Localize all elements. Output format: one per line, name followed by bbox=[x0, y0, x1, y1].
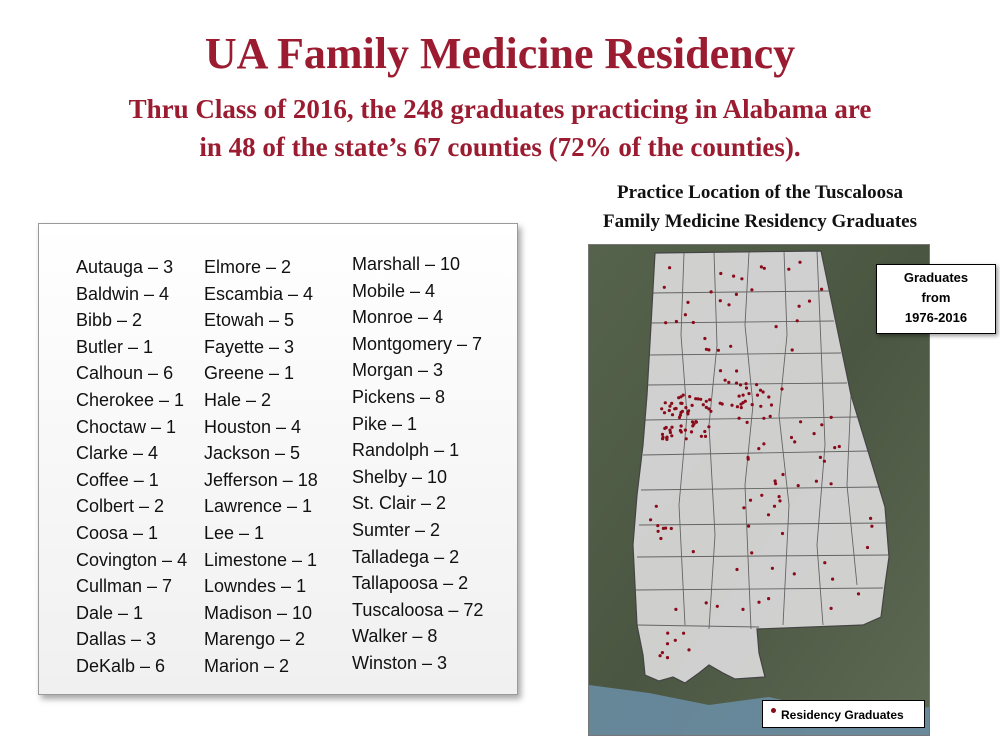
graduate-location-dot bbox=[742, 394, 745, 397]
graduate-location-dot bbox=[704, 435, 707, 438]
graduate-location-dot bbox=[680, 430, 683, 433]
graduate-location-dot bbox=[662, 527, 665, 530]
graduate-location-dot bbox=[666, 656, 669, 659]
graduate-location-dot bbox=[813, 432, 816, 435]
graduate-location-dot bbox=[668, 409, 671, 412]
graduate-location-dot bbox=[755, 383, 758, 386]
county-entry: Lowndes – 1 bbox=[204, 576, 307, 597]
graduate-location-dot bbox=[736, 405, 739, 408]
graduate-location-dot bbox=[661, 651, 664, 654]
graduate-location-dot bbox=[668, 429, 671, 432]
graduate-location-dot bbox=[823, 561, 826, 564]
graduate-location-dot bbox=[857, 592, 860, 595]
graduate-location-dot bbox=[663, 427, 666, 430]
graduate-location-dot bbox=[685, 437, 688, 440]
graduate-location-dot bbox=[738, 417, 741, 420]
graduate-location-dot bbox=[830, 607, 833, 610]
graduate-location-dot bbox=[686, 301, 689, 304]
county-entry: Sumter – 2 bbox=[352, 519, 441, 540]
graduate-location-dot bbox=[699, 398, 702, 401]
graduate-location-dot bbox=[684, 406, 687, 409]
graduate-location-dot bbox=[670, 426, 673, 429]
graduate-location-dot bbox=[763, 267, 766, 270]
subtitle-line-1: Thru Class of 2016, the 248 graduates practicing in Alabama are bbox=[128, 94, 872, 124]
subtitle bbox=[0, 90, 1000, 166]
page-title: UA Family Medicine Residency bbox=[204, 29, 796, 78]
county-entry: DeKalb – 6 bbox=[76, 655, 166, 676]
graduate-location-dot bbox=[670, 402, 673, 405]
county-entry: Bibb – 2 bbox=[76, 310, 143, 331]
graduate-location-dot bbox=[659, 537, 662, 540]
graduate-location-dot bbox=[719, 272, 722, 275]
graduate-location-dot bbox=[716, 605, 719, 608]
county-column-3 bbox=[352, 251, 483, 677]
graduate-location-dot bbox=[687, 648, 690, 651]
graduate-location-dot bbox=[799, 420, 802, 423]
county-entry: Walker – 8 bbox=[352, 626, 438, 647]
county-column-2 bbox=[204, 254, 318, 680]
graduate-location-dot bbox=[692, 321, 695, 324]
graduate-location-dot bbox=[735, 568, 738, 571]
graduate-location-dot bbox=[684, 313, 687, 316]
graduate-location-dot bbox=[820, 288, 823, 291]
graduate-location-dot bbox=[656, 524, 659, 527]
county-entry: Marion – 2 bbox=[204, 655, 290, 676]
graduate-location-dot bbox=[649, 518, 652, 521]
graduate-location-dot bbox=[869, 517, 872, 520]
graduate-location-dot bbox=[710, 290, 713, 293]
graduate-location-dot bbox=[770, 403, 773, 406]
graduate-location-dot bbox=[668, 266, 671, 269]
graduate-location-dot bbox=[692, 550, 695, 553]
county-entry: Randolph – 1 bbox=[352, 440, 460, 461]
graduate-location-dot bbox=[746, 456, 749, 459]
graduate-location-dot bbox=[702, 403, 705, 406]
graduate-location-dot bbox=[774, 479, 777, 482]
graduate-location-dot bbox=[673, 407, 676, 410]
graduate-location-dot bbox=[657, 530, 660, 533]
graduate-location-dot bbox=[830, 482, 833, 485]
graduate-location-dot bbox=[735, 382, 738, 385]
graduate-location-dot bbox=[670, 434, 673, 437]
graduate-location-dot bbox=[707, 348, 710, 351]
graduate-location-dot bbox=[798, 305, 801, 308]
county-entry: Cullman – 7 bbox=[76, 576, 173, 597]
county-entry: Madison – 10 bbox=[204, 602, 313, 623]
map-caption-line-1: Practice Location of the Tuscaloosa bbox=[616, 182, 904, 203]
county-entry: Marengo – 2 bbox=[204, 629, 306, 650]
county-entry: Baldwin – 4 bbox=[76, 283, 170, 304]
dot-legend-label: Residency Graduates bbox=[781, 708, 904, 722]
graduate-location-dot bbox=[749, 499, 752, 502]
graduate-location-dot bbox=[666, 642, 669, 645]
graduate-location-dot bbox=[705, 601, 708, 604]
county-entry: Calhoun – 6 bbox=[76, 363, 174, 384]
graduate-location-dot bbox=[677, 396, 680, 399]
county-entry: Houston – 4 bbox=[204, 416, 302, 437]
county-entry: Lawrence – 1 bbox=[204, 496, 313, 517]
graduate-location-dot bbox=[694, 420, 697, 423]
graduate-location-dot bbox=[757, 601, 760, 604]
county-entry: Greene – 1 bbox=[204, 363, 295, 384]
graduate-location-dot bbox=[668, 405, 671, 408]
graduate-location-dot bbox=[659, 654, 662, 657]
graduate-location-dot bbox=[798, 261, 801, 264]
county-entry: Talladega – 2 bbox=[352, 546, 460, 567]
graduate-location-dot bbox=[680, 402, 683, 405]
county-column-1 bbox=[76, 254, 187, 680]
graduate-location-dot bbox=[700, 435, 703, 438]
county-entry: Dale – 1 bbox=[76, 602, 144, 623]
county-entry: Coosa – 1 bbox=[76, 522, 159, 543]
county-entry: Montgomery – 7 bbox=[352, 333, 483, 354]
graduate-location-dot bbox=[735, 293, 738, 296]
graduate-location-dot bbox=[666, 632, 669, 635]
map-legend-line-1: Graduates bbox=[903, 270, 969, 285]
graduate-location-dot bbox=[674, 639, 677, 642]
graduate-location-dot bbox=[771, 567, 774, 570]
county-entry: Etowah – 5 bbox=[204, 310, 295, 331]
county-entry: Shelby – 10 bbox=[352, 466, 448, 487]
graduate-location-dot bbox=[796, 319, 799, 322]
county-entry: Pickens – 8 bbox=[352, 386, 446, 407]
graduate-location-dot bbox=[762, 442, 765, 445]
dot-legend bbox=[762, 700, 925, 728]
graduate-location-dot bbox=[664, 321, 667, 324]
graduate-location-dot bbox=[762, 390, 765, 393]
map-caption-line-2: Family Medicine Residency Graduates bbox=[603, 211, 917, 232]
county-entry: Marshall – 10 bbox=[352, 254, 461, 274]
county-entry: Autauga – 3 bbox=[76, 257, 174, 277]
graduate-location-dot bbox=[740, 406, 743, 409]
graduate-location-dot bbox=[741, 401, 744, 404]
county-entry: Hale – 2 bbox=[204, 389, 272, 410]
graduate-location-dot bbox=[830, 416, 833, 419]
county-entry: Butler – 1 bbox=[76, 336, 154, 357]
graduate-dot-icon bbox=[771, 708, 776, 713]
graduate-location-dot bbox=[742, 506, 745, 509]
county-entry: Jefferson – 18 bbox=[204, 469, 318, 490]
graduate-location-dot bbox=[665, 436, 668, 439]
graduate-location-dot bbox=[833, 446, 836, 449]
graduate-location-dot bbox=[655, 505, 658, 508]
graduate-location-dot bbox=[663, 411, 666, 414]
graduate-location-dot bbox=[751, 403, 754, 406]
graduate-location-dot bbox=[705, 400, 708, 403]
graduate-location-dot bbox=[675, 320, 678, 323]
county-entry: Dallas – 3 bbox=[76, 629, 157, 650]
graduate-location-dot bbox=[729, 345, 732, 348]
graduate-location-dot bbox=[680, 424, 683, 427]
graduate-location-dot bbox=[793, 572, 796, 575]
graduate-location-dot bbox=[866, 546, 869, 549]
county-entry: Escambia – 4 bbox=[204, 283, 314, 304]
county-entry: Coffee – 1 bbox=[76, 469, 159, 490]
graduate-location-dot bbox=[778, 495, 781, 498]
county-entry: Mobile – 4 bbox=[352, 280, 436, 301]
county-entry: Choctaw – 1 bbox=[76, 416, 177, 437]
county-entry: Lee – 1 bbox=[204, 522, 265, 543]
graduate-location-dot bbox=[688, 395, 691, 398]
county-entry: Morgan – 3 bbox=[352, 360, 444, 381]
graduate-location-dot bbox=[696, 397, 699, 400]
county-entry: St. Clair – 2 bbox=[352, 493, 447, 514]
graduate-location-dot bbox=[781, 473, 784, 476]
map-legend-box bbox=[876, 264, 996, 334]
graduate-location-dot bbox=[719, 299, 722, 302]
county-entry: Fayette – 3 bbox=[204, 336, 295, 357]
graduate-location-dot bbox=[740, 277, 743, 280]
county-entry: Tuscaloosa – 72 bbox=[352, 599, 484, 620]
graduate-location-dot bbox=[760, 494, 763, 497]
graduate-location-dot bbox=[730, 404, 733, 407]
graduate-location-dot bbox=[780, 387, 783, 390]
graduate-location-dot bbox=[670, 527, 673, 530]
graduate-location-dot bbox=[681, 410, 684, 413]
graduate-location-dot bbox=[746, 421, 749, 424]
graduate-location-dot bbox=[831, 578, 834, 581]
graduate-location-dot bbox=[703, 337, 706, 340]
graduate-location-dot bbox=[692, 423, 695, 426]
graduate-location-dot bbox=[684, 429, 687, 432]
graduate-location-dot bbox=[727, 381, 730, 384]
graduate-location-dot bbox=[756, 394, 759, 397]
graduate-location-dot bbox=[660, 407, 663, 410]
graduate-location-dot bbox=[707, 407, 710, 410]
graduate-location-dot bbox=[721, 402, 724, 405]
graduate-location-dot bbox=[724, 379, 727, 382]
graduate-location-dot bbox=[686, 412, 689, 415]
graduate-location-dot bbox=[767, 513, 770, 516]
graduate-location-dot bbox=[838, 445, 841, 448]
county-entry: Clarke – 4 bbox=[76, 443, 159, 464]
graduate-location-dot bbox=[757, 447, 760, 450]
graduate-location-dot bbox=[808, 300, 811, 303]
graduate-location-dot bbox=[750, 288, 753, 291]
graduate-location-dot bbox=[739, 383, 742, 386]
county-entry: Elmore – 2 bbox=[204, 257, 292, 277]
graduate-location-dot bbox=[745, 382, 748, 385]
graduate-location-dot bbox=[790, 436, 793, 439]
graduate-location-dot bbox=[870, 525, 873, 528]
graduate-location-dot bbox=[778, 499, 781, 502]
graduate-location-dot bbox=[767, 395, 770, 398]
graduate-location-dot bbox=[781, 532, 784, 535]
subtitle-line-2: in 48 of the state’s 67 counties (72% of the counties). bbox=[199, 132, 801, 162]
graduate-location-dot bbox=[775, 325, 778, 328]
graduate-location-dot bbox=[682, 632, 685, 635]
county-entry: Covington – 4 bbox=[76, 549, 188, 570]
graduate-location-dot bbox=[745, 386, 748, 389]
graduate-location-dot bbox=[760, 265, 763, 268]
county-entry: Limestone – 1 bbox=[204, 549, 318, 570]
graduate-location-dot bbox=[791, 348, 794, 351]
graduate-location-dot bbox=[759, 405, 762, 408]
graduate-location-dot bbox=[820, 423, 823, 426]
county-entry: Tallapoosa – 2 bbox=[352, 573, 469, 594]
graduate-location-dot bbox=[719, 369, 722, 372]
map-legend-line-2: from bbox=[921, 290, 951, 305]
graduate-location-dot bbox=[732, 275, 735, 278]
county-entry: Cherokee – 1 bbox=[76, 389, 185, 410]
county-list-panel bbox=[38, 223, 518, 695]
graduate-location-dot bbox=[691, 404, 694, 407]
graduate-location-dot bbox=[797, 484, 800, 487]
graduate-location-dot bbox=[661, 433, 664, 436]
county-entry: Winston – 3 bbox=[352, 652, 448, 673]
county-entry: Jackson – 5 bbox=[204, 443, 301, 464]
county-entry: Monroe – 4 bbox=[352, 307, 444, 328]
graduate-location-dot bbox=[682, 394, 685, 397]
graduate-location-dot bbox=[759, 389, 762, 392]
graduate-location-dot bbox=[663, 286, 666, 289]
map-caption bbox=[530, 178, 990, 236]
graduate-location-dot bbox=[727, 303, 730, 306]
graduate-location-dot bbox=[671, 413, 674, 416]
graduate-location-dot bbox=[793, 440, 796, 443]
graduate-location-dot bbox=[769, 415, 772, 418]
graduate-location-dot bbox=[703, 430, 706, 433]
graduate-location-dot bbox=[747, 392, 750, 395]
graduate-location-dot bbox=[735, 369, 738, 372]
graduate-location-dot bbox=[741, 608, 744, 611]
county-entry: Pike – 1 bbox=[352, 413, 418, 434]
graduate-location-dot bbox=[750, 551, 753, 554]
graduate-location-dot bbox=[674, 608, 677, 611]
graduate-location-dot bbox=[787, 268, 790, 271]
graduate-location-dot bbox=[708, 398, 711, 401]
county-entry: Colbert – 2 bbox=[76, 496, 165, 517]
graduate-location-dot bbox=[664, 401, 667, 404]
graduate-location-dot bbox=[717, 349, 720, 352]
graduate-location-dot bbox=[738, 395, 741, 398]
graduate-location-dot bbox=[819, 456, 822, 459]
graduate-location-dot bbox=[815, 480, 818, 483]
map-legend-line-3: 1976-2016 bbox=[904, 310, 968, 325]
graduate-location-dot bbox=[762, 417, 765, 420]
graduate-location-dot bbox=[690, 430, 693, 433]
graduate-location-dot bbox=[707, 425, 710, 428]
graduate-location-dot bbox=[661, 437, 664, 440]
graduate-location-dot bbox=[773, 505, 776, 508]
graduate-location-dot bbox=[767, 597, 770, 600]
graduate-location-dot bbox=[747, 525, 750, 528]
graduate-location-dot bbox=[823, 460, 826, 463]
